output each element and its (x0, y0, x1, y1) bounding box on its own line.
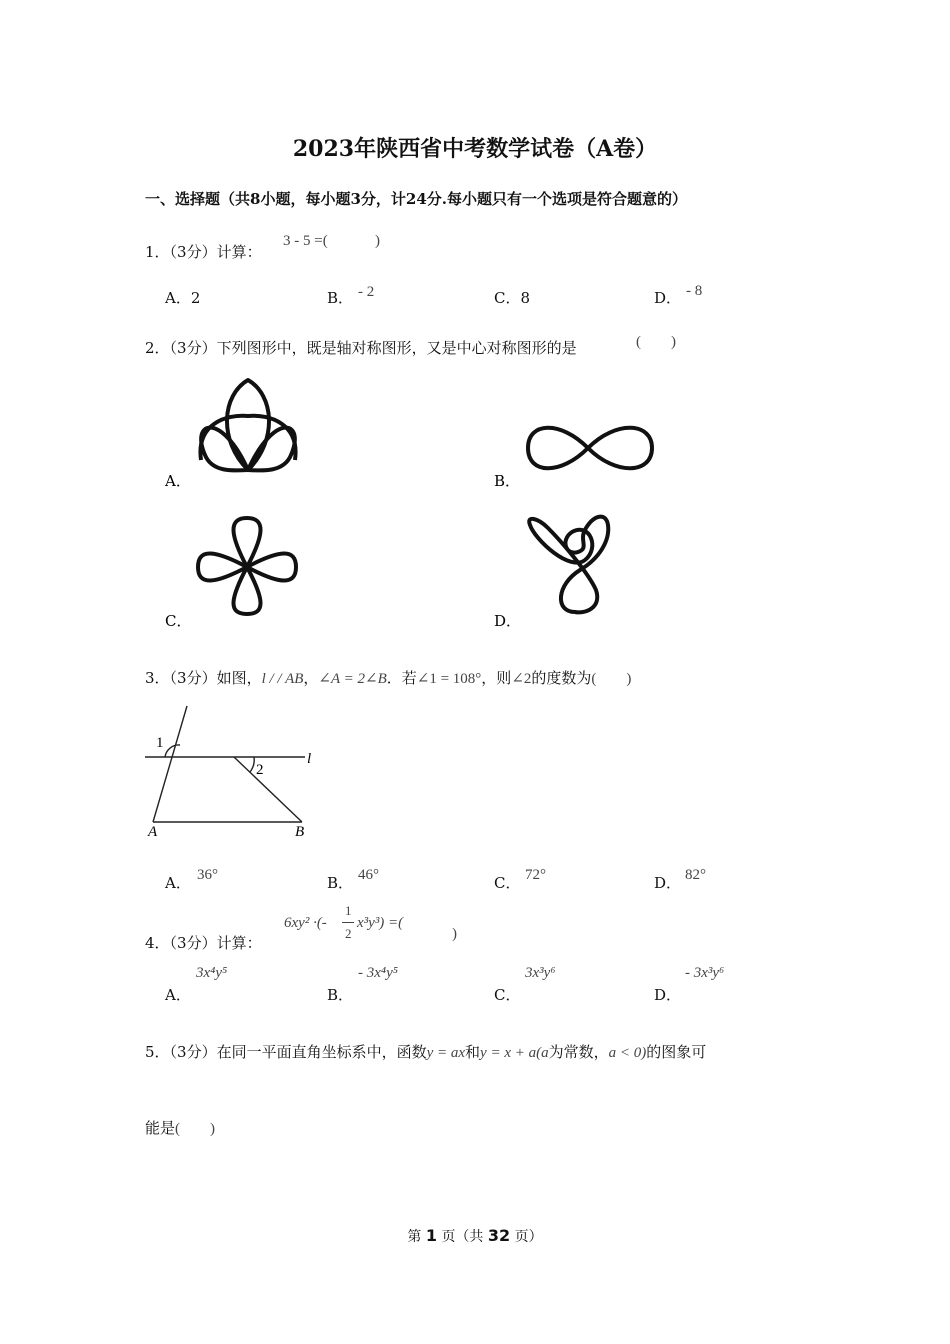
q2-label-d: D． (494, 612, 522, 630)
option-value: 2 (190, 289, 201, 307)
label-B: B (295, 824, 305, 840)
q3-option-d-value: 82° (685, 867, 706, 883)
section-heading: 一、选择题（共8小题，每小题3分，计24分.每小题只有一个选项是符合题意的） (145, 190, 687, 208)
q5-answer-paren: ( ) (175, 1121, 216, 1137)
q4-expr-left: 6xy² ·(- (284, 915, 327, 931)
option-label: A． (165, 986, 191, 1004)
q2-label-a: A． (165, 472, 191, 490)
q3-option-c[interactable] (494, 872, 520, 893)
q4-frac-den: 2 (345, 926, 352, 941)
q3-mid: ．若 (386, 669, 417, 687)
q4-option-b-value: - 3x⁴y⁵ (358, 965, 398, 981)
option-label: D． (654, 289, 682, 307)
q1-option-d-value: - 8 (686, 283, 703, 299)
option-label: B． (327, 874, 354, 892)
option-label: D． (654, 874, 682, 892)
q3-tail: 的度数为 (531, 669, 592, 687)
q4-expr-right: x³y³) =( (357, 915, 404, 931)
q1-paren-close: ) (375, 233, 380, 249)
q4-option-c-value: 3x³y⁶ (525, 965, 556, 981)
option-label: A． (165, 289, 191, 307)
q3-option-b[interactable] (327, 872, 353, 893)
q4-frac-bar (342, 922, 354, 923)
option-label: B． (327, 986, 354, 1004)
q5-function-1: y = ax (426, 1045, 466, 1061)
q3-option-a[interactable] (165, 872, 191, 893)
option-label: C． (494, 289, 521, 307)
q3-number: 3．（3分）如图， (145, 669, 262, 687)
option-label: D． (654, 986, 682, 1004)
q5-function-2: y = x + a(a (480, 1045, 549, 1061)
transversal-a (153, 706, 187, 822)
q4-option-d-value: - 3x³y⁶ (685, 965, 725, 981)
q1-option-b-value: - 2 (358, 284, 375, 300)
q5-and: 和 (465, 1043, 481, 1061)
q3-then: ，则 (481, 669, 512, 687)
q2-label-c: C． (165, 612, 192, 630)
footer-post: 页） (514, 1229, 543, 1245)
q4-option-a[interactable] (165, 984, 191, 1005)
footer-mid: 页（共 (441, 1229, 484, 1245)
q3-option-d[interactable] (654, 872, 681, 893)
q3-option-c-value: 72° (525, 867, 546, 883)
q5-stem (145, 1041, 706, 1062)
label-1: 1 (156, 735, 164, 751)
angle-2-arc (250, 757, 254, 772)
q3-parallel: l / / AB (261, 671, 304, 687)
option-label: A． (165, 874, 191, 892)
label-2: 2 (256, 762, 264, 778)
q5-number: 5．（3分）在同一平面直角坐标系中，函数 (145, 1043, 427, 1061)
q4-stem: 4．（3分）计算： (145, 934, 262, 952)
q4-paren-close: ) (452, 926, 457, 942)
q1-expression: 3 - 5 =( (283, 233, 328, 249)
q3-angle2: ∠2 (511, 671, 532, 687)
q1-stem: 1．（3分）计算： (145, 243, 262, 261)
option-label: B． (327, 289, 354, 307)
q4-option-b[interactable] (327, 984, 353, 1005)
q5-tail: 的图象可 (646, 1043, 707, 1061)
exam-title: 2023年陕西省中考数学试卷（A卷） (292, 136, 658, 162)
q2-answer-paren: ( ) (636, 334, 676, 350)
option-value: 8 (520, 289, 531, 307)
q5-line2-text: 能是 (145, 1119, 176, 1137)
q2-stem: 2．（3分）下列图形中，既是轴对称图形，又是中心对称图形的是 (145, 339, 577, 357)
page-number: 1 (425, 1226, 437, 1245)
label-A: A (148, 824, 158, 840)
q2-label-b: B． (494, 472, 521, 490)
q3-option-a-value: 36° (197, 867, 218, 883)
q5-line2 (145, 1117, 215, 1138)
page-footer (0, 1226, 950, 1246)
q4-option-d[interactable] (654, 984, 681, 1005)
total-pages: 32 (487, 1226, 511, 1245)
option-label: C． (494, 874, 521, 892)
q5-condition: a < 0) (608, 1045, 647, 1061)
option-label: C． (494, 986, 521, 1004)
label-l: l (307, 751, 312, 767)
q3-angle1: ∠1 = 108° (416, 671, 482, 687)
q4-option-c[interactable] (494, 984, 520, 1005)
q4-option-a-value: 3x⁴y⁵ (196, 965, 228, 981)
footer-pre: 第 (407, 1229, 422, 1245)
q3-angle-relation: ∠A = 2∠B (318, 671, 387, 687)
q4-frac-num: 1 (345, 903, 352, 918)
q3-option-b-value: 46° (358, 867, 379, 883)
q3-answer-paren: ( ) (591, 671, 632, 687)
q5-const: 为常数， (548, 1043, 609, 1061)
q3-sep: ， (303, 669, 319, 687)
transversal-b (234, 757, 302, 822)
